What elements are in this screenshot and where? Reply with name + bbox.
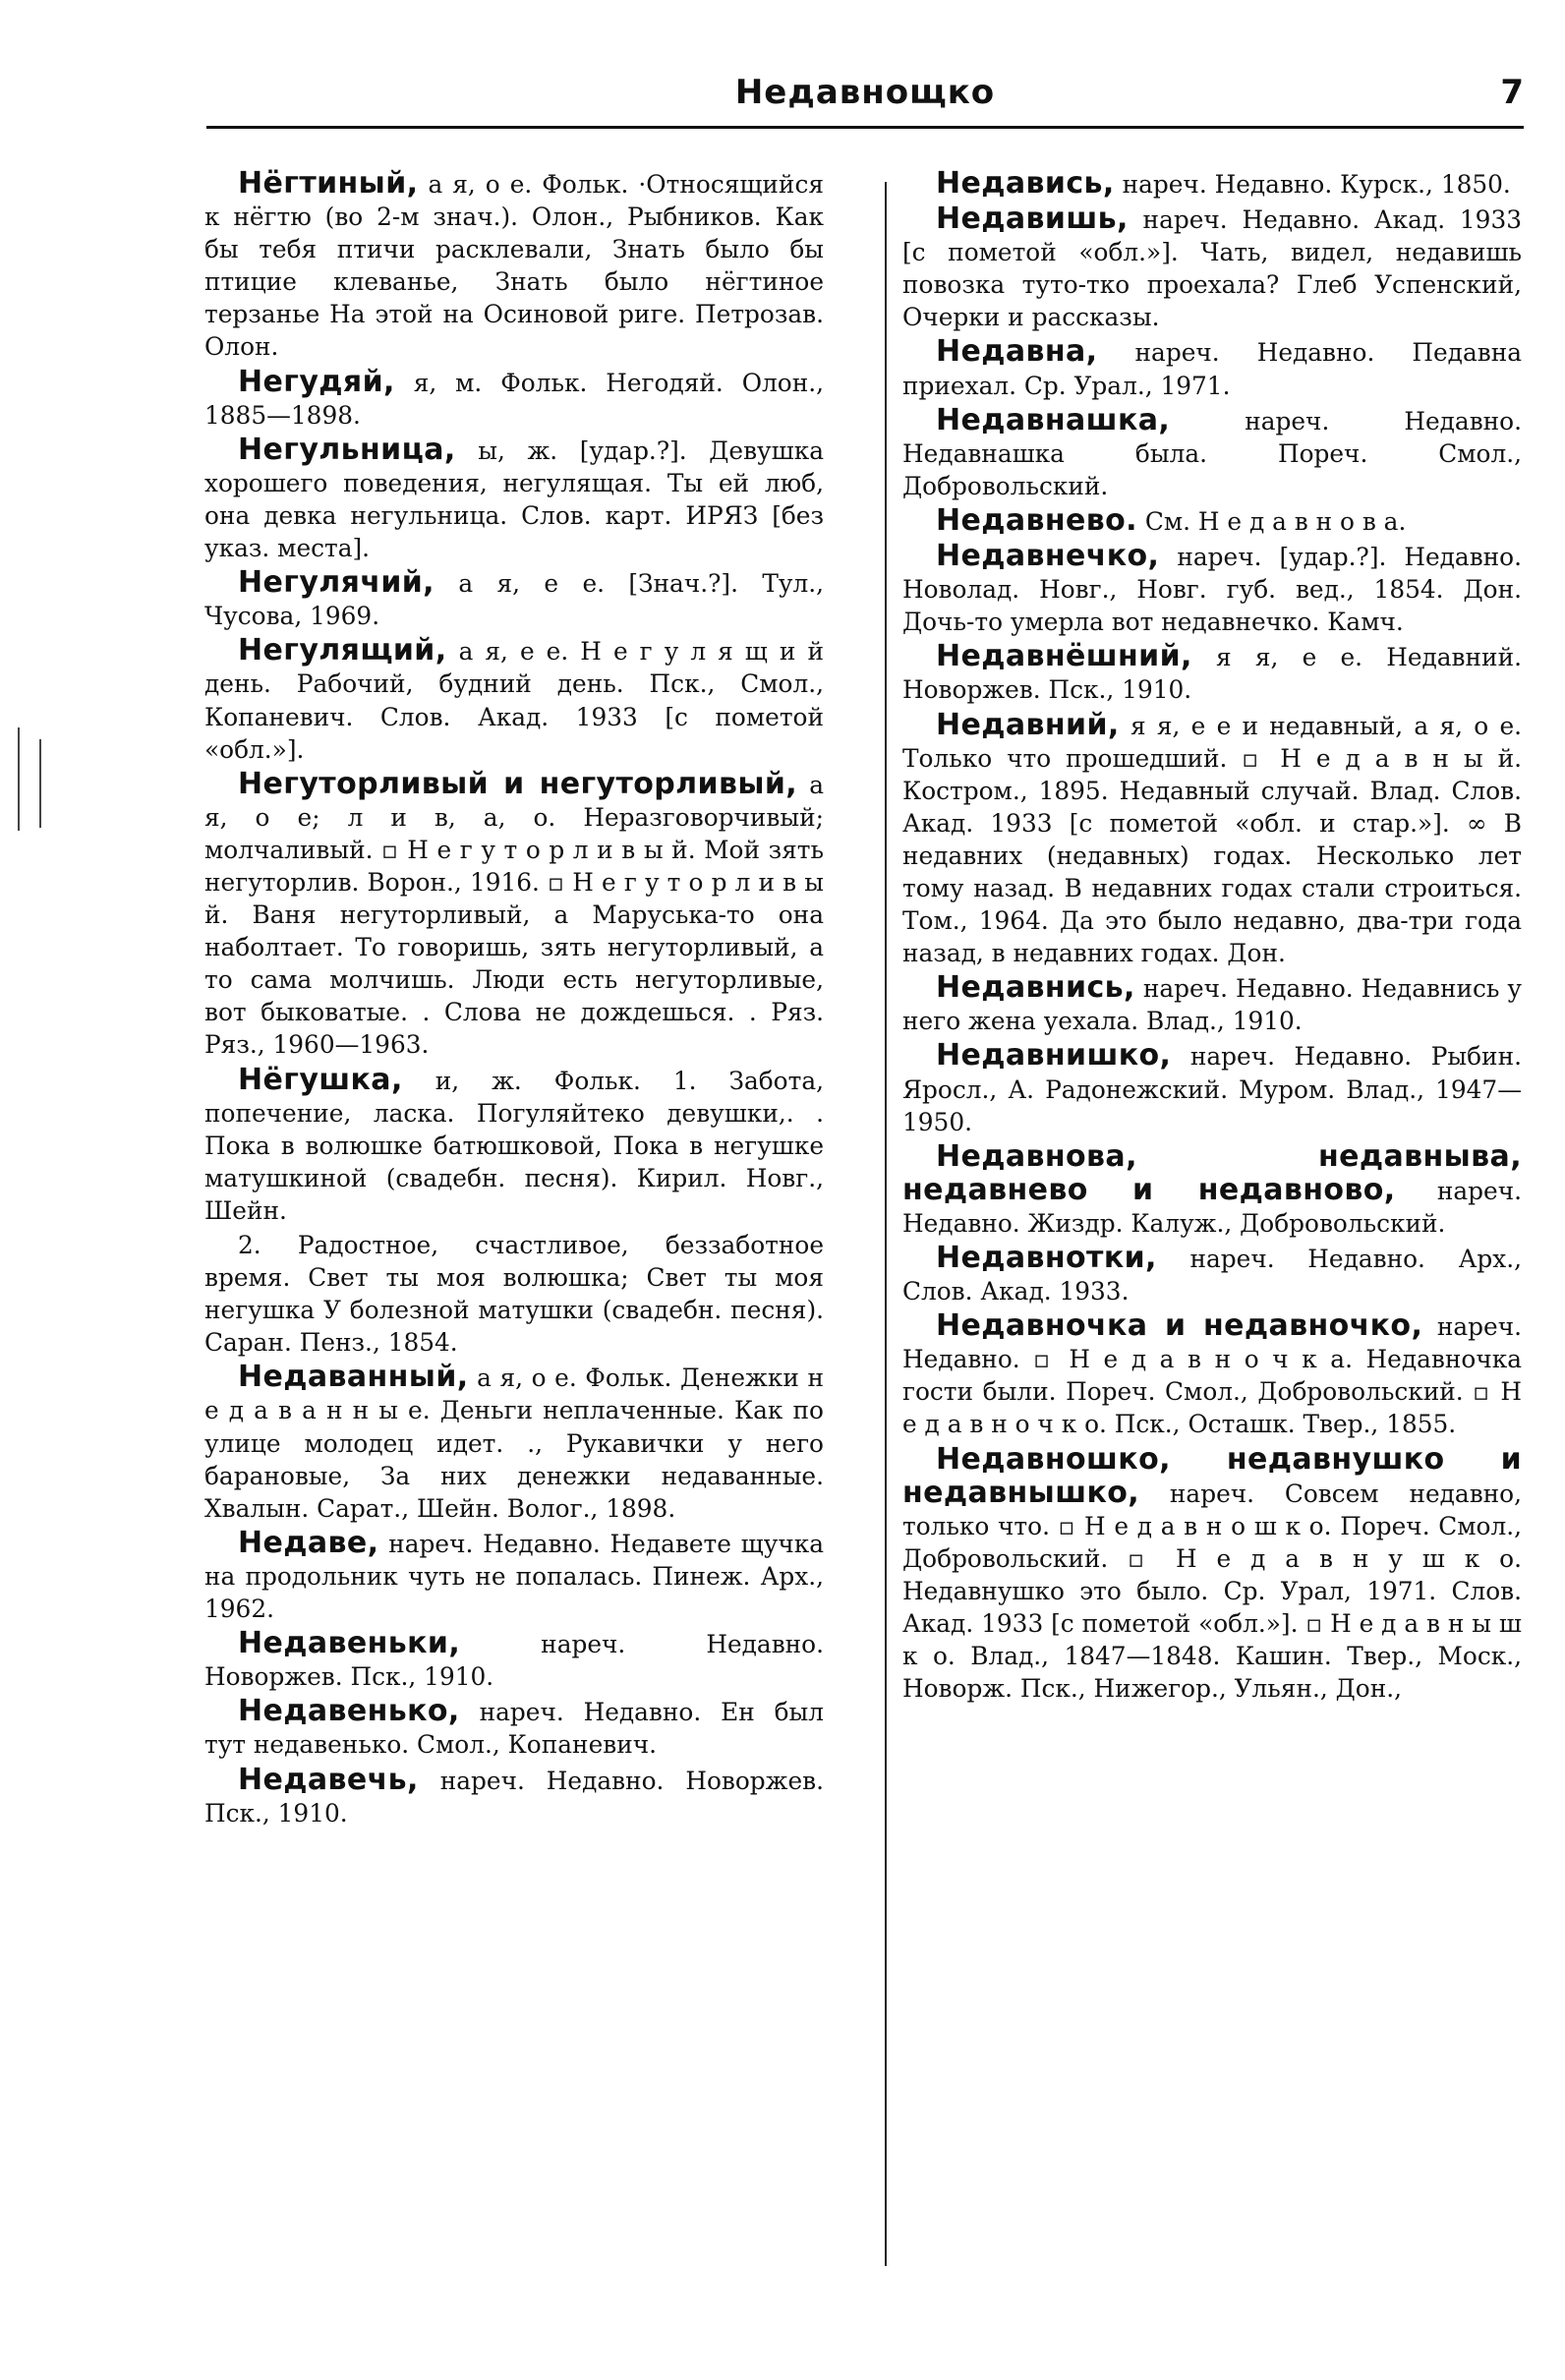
entry-body: нареч. Недавно. Недавнашка была. Пореч. Смол., Добровольский.	[902, 406, 1522, 500]
dictionary-entry-sense	[204, 1229, 824, 1359]
entry-body: а я, е е. [Знач.?]. Тул., Чусова, 1969.	[204, 569, 824, 631]
dictionary-entry	[204, 566, 824, 632]
column-divider	[885, 182, 887, 2266]
dictionary-entry	[204, 1064, 824, 1227]
entry-body: а я, е е. Н е г у л я щ и й день. Рабочий, будний день. Пск., Смол., Копаневич. Слов. Акад. 1933 [с пометой «обл.»].	[204, 637, 824, 764]
entry-headword: Негульница,	[238, 432, 456, 467]
entry-headword: Недаванный,	[238, 1360, 469, 1395]
entry-headword: Недавнись,	[936, 970, 1135, 1006]
entry-body: нареч. Недавно. Жиздр. Калуж., Добровольский.	[902, 1176, 1522, 1238]
entry-headword: Недавний,	[936, 707, 1120, 742]
page-header	[206, 69, 1524, 116]
entry-body: и, ж. Фольк. 1. Забота, попечение, ласка. Погуляйтеко девушки,. . Пока в волюшке батюшковой, Пока в негушке матушкиной (свадебн. песня). Кирил. Новг., Шейн.	[204, 1066, 824, 1225]
dictionary-entry	[902, 709, 1522, 970]
dictionary-entry	[204, 1527, 824, 1625]
entry-headword: Недавись,	[936, 166, 1115, 201]
entry-headword: Недавнишко,	[936, 1038, 1172, 1074]
dictionary-entry	[204, 1764, 824, 1829]
entry-body: нареч. Недавно. Ен был тут недавенько. Смол., Копаневич.	[204, 1698, 824, 1760]
dictionary-entry	[204, 768, 824, 1062]
entry-body: нареч. Недавно. Педавна приехал. Ср. Урал., 1971.	[902, 338, 1523, 400]
dictionary-entry	[902, 404, 1522, 502]
header-rule	[206, 126, 1524, 129]
dictionary-entry	[204, 366, 824, 432]
dictionary-entry	[902, 540, 1522, 638]
running-head: Недавнощко	[734, 73, 996, 112]
entry-body: нареч. Недавно. Недавнись у него жена уехала. Влад., 1910.	[902, 974, 1522, 1036]
entry-body: нареч. [удар.?]. Недавно. Новолад. Новг., Новг. губ. вед., 1854. Дон. Дочь-то умерла вот недавнечко. Камч.	[902, 543, 1522, 637]
entry-body: я, м. Фольк. Негодяй. Олон., 1885—1898.	[204, 368, 824, 430]
entry-body: нареч. Недавно. Новоржев. Пск., 1910.	[204, 1766, 824, 1828]
entry-body: а я, о е; л и в, а, о. Неразговорчивый; молчаливый. ▫ Н е г у т о р л и в ы й. Мой зять негуторлив. Ворон., 1916. ▫ Н е г у т о р л и в ы й. Ваня негуторливый, а Маруська-то она наболтает. То говоришь, зять негуторливый, а то сама молчишь. Люди есть негуторливые, вот быковатые. . Слова не дождешься. . Ряз. Ряз., 1960—1963.	[204, 770, 824, 1060]
entry-headword: Недавночка и недавночко,	[936, 1308, 1423, 1344]
entry-headword: Недавеньки,	[238, 1626, 461, 1661]
margin-scan-mark	[18, 727, 20, 831]
dictionary-entry	[204, 1361, 824, 1524]
entry-body: нареч. Недавно. Курск., 1850.	[1122, 170, 1511, 199]
dictionary-entry	[902, 1443, 1522, 1706]
entry-body: а я, о е. Фольк. ·Относящийся к нёгтю (во 2-м знач.). Олон., Рыбников. Как бы тебя птичи расклевали, Знать было бы птицие клеванье, Знать было нёгтиное терзанье На этой на Осиновой риге. Петрозав. Олон.	[204, 170, 824, 362]
entry-headword: Недавна,	[936, 334, 1098, 370]
dictionary-entry	[902, 640, 1522, 706]
entry-headword: Негуторливый и негуторливый,	[238, 766, 798, 801]
entry-body: нареч. Недавно. ▫ Н е д а в н о ч к а. Недавночка гости были. Пореч. Смол., Добровольский. ▫ Н е д а в н о ч к о. Пск., Осташк. Твер., 1855.	[902, 1312, 1522, 1439]
dictionary-entry	[204, 1627, 824, 1693]
entry-body: нареч. Недавно. Рыбин. Яросл., А. Радонежский. Муром. Влад., 1947—1950.	[902, 1042, 1522, 1136]
entry-headword: Недаве,	[238, 1525, 379, 1560]
entry-body: нареч. Недавно. Новоржев. Пск., 1910.	[204, 1630, 824, 1692]
dictionary-entry	[902, 1140, 1522, 1240]
entry-headword: Негудяй,	[238, 364, 395, 399]
entry-body: нареч. Недавно. Акад. 1933 [с пометой «обл.»]. Чать, видел, недавишь повозка туто-тко проехала? Глеб Успенский, Очерки и рассказы.	[902, 205, 1522, 332]
entry-body: нареч. Недавно. Недавете щучка на продольник чуть не попалась. Пинеж. Арх., 1962.	[204, 1529, 824, 1624]
dictionary-entry	[204, 1695, 824, 1761]
entry-headword: Недавношко, недавнушко и недавнышко,	[902, 1441, 1522, 1510]
entry-headword: Нёгтиный,	[238, 166, 419, 201]
entry-headword: Недавечь,	[238, 1762, 419, 1797]
entry-headword: Недавенько,	[238, 1694, 460, 1729]
entry-body: нареч. Недавно. Арх., Слов. Акад. 1933.	[902, 1245, 1523, 1306]
dictionary-entry	[204, 434, 824, 564]
dictionary-entry	[902, 203, 1522, 333]
entry-headword: Негулячий,	[238, 565, 435, 601]
entry-headword: Нёгушка,	[238, 1062, 403, 1097]
entry-headword: Недавнёшний,	[936, 639, 1192, 674]
dictionary-entry	[902, 167, 1522, 201]
dictionary-entry	[204, 634, 824, 765]
entry-headword: Недавнево.	[936, 502, 1137, 538]
entry-headword: Недавнотки,	[936, 1241, 1157, 1275]
left-column	[204, 167, 824, 1831]
dictionary-entry	[204, 167, 824, 364]
entry-body: я я, е е. Недавний. Новоржев. Пск., 1910.	[902, 643, 1522, 705]
dictionary-entry	[902, 335, 1522, 401]
entry-headword: Недавнашка,	[936, 402, 1171, 437]
margin-scan-mark	[39, 739, 41, 828]
dictionary-entry	[902, 1309, 1522, 1440]
entry-body: 2. Радостное, счастливое, беззаботное время. Свет ты моя волюшка; Свет ты моя негушка У болезной матушки (свадебн. песня). Саран. Пенз., 1854.	[204, 1231, 824, 1358]
entry-headword: Недавнечко,	[936, 539, 1160, 574]
dictionary-entry	[902, 1039, 1522, 1137]
entry-headword: Недавнова, недавныва, недавнево и недавново,	[902, 1138, 1522, 1207]
entry-body: ы, ж. [удар.?]. Девушка хорошего поведения, негулящая. Ты ей люб, она девка негульница. Слов. карт. ИРЯЗ [без указ. места].	[204, 435, 824, 563]
dictionary-entry	[902, 504, 1522, 538]
entry-body: См. Н е д а в н о в а.	[1144, 506, 1407, 536]
entry-headword: Недавишь,	[936, 202, 1129, 237]
entry-headword: Негулящий,	[238, 633, 447, 668]
entry-body: а я, о е. Фольк. Денежки н е д а в а н н ы е. Деньги неплаченные. Как по улице молодец идет. ., Рукавички у него барановые, За них денежки недаванные. Хвалын. Сарат., Шейн. Волог., 1898.	[204, 1364, 824, 1523]
right-column	[902, 167, 1522, 1707]
entry-body: я я, е е и недавный, а я, о е. Только что прошедший. ▫ Н е д а в н ы й. Костром., 1895. Недавный случай. Влад. Слов. Акад. 1933 [с пометой «обл. и стар.»]. ∞ В недавних (недавных) годах. Несколько лет тому назад. В недавних годах стали строиться. Том., 1964. Да это было недавно, два-три года назад, в недавних годах. Дон.	[902, 711, 1522, 968]
page-number: 7	[1500, 73, 1524, 112]
entry-body: нареч. Совсем недавно, только что. ▫ Н е д а в н о ш к о. Пореч. Смол., Добровольский. ▫ Н е д а в н у ш к о. Недавнушко это было. Ср. Урал, 1971. Слов. Акад. 1933 [с пометой «обл.»]. ▫ Н е д а в н ы ш к о. Влад., 1847—1848. Кашин. Твер., Моск., Новорж. Пск., Нижегор., Ульян., Дон.,	[902, 1479, 1522, 1704]
dictionary-entry	[902, 971, 1522, 1037]
dictionary-entry	[902, 1242, 1522, 1307]
